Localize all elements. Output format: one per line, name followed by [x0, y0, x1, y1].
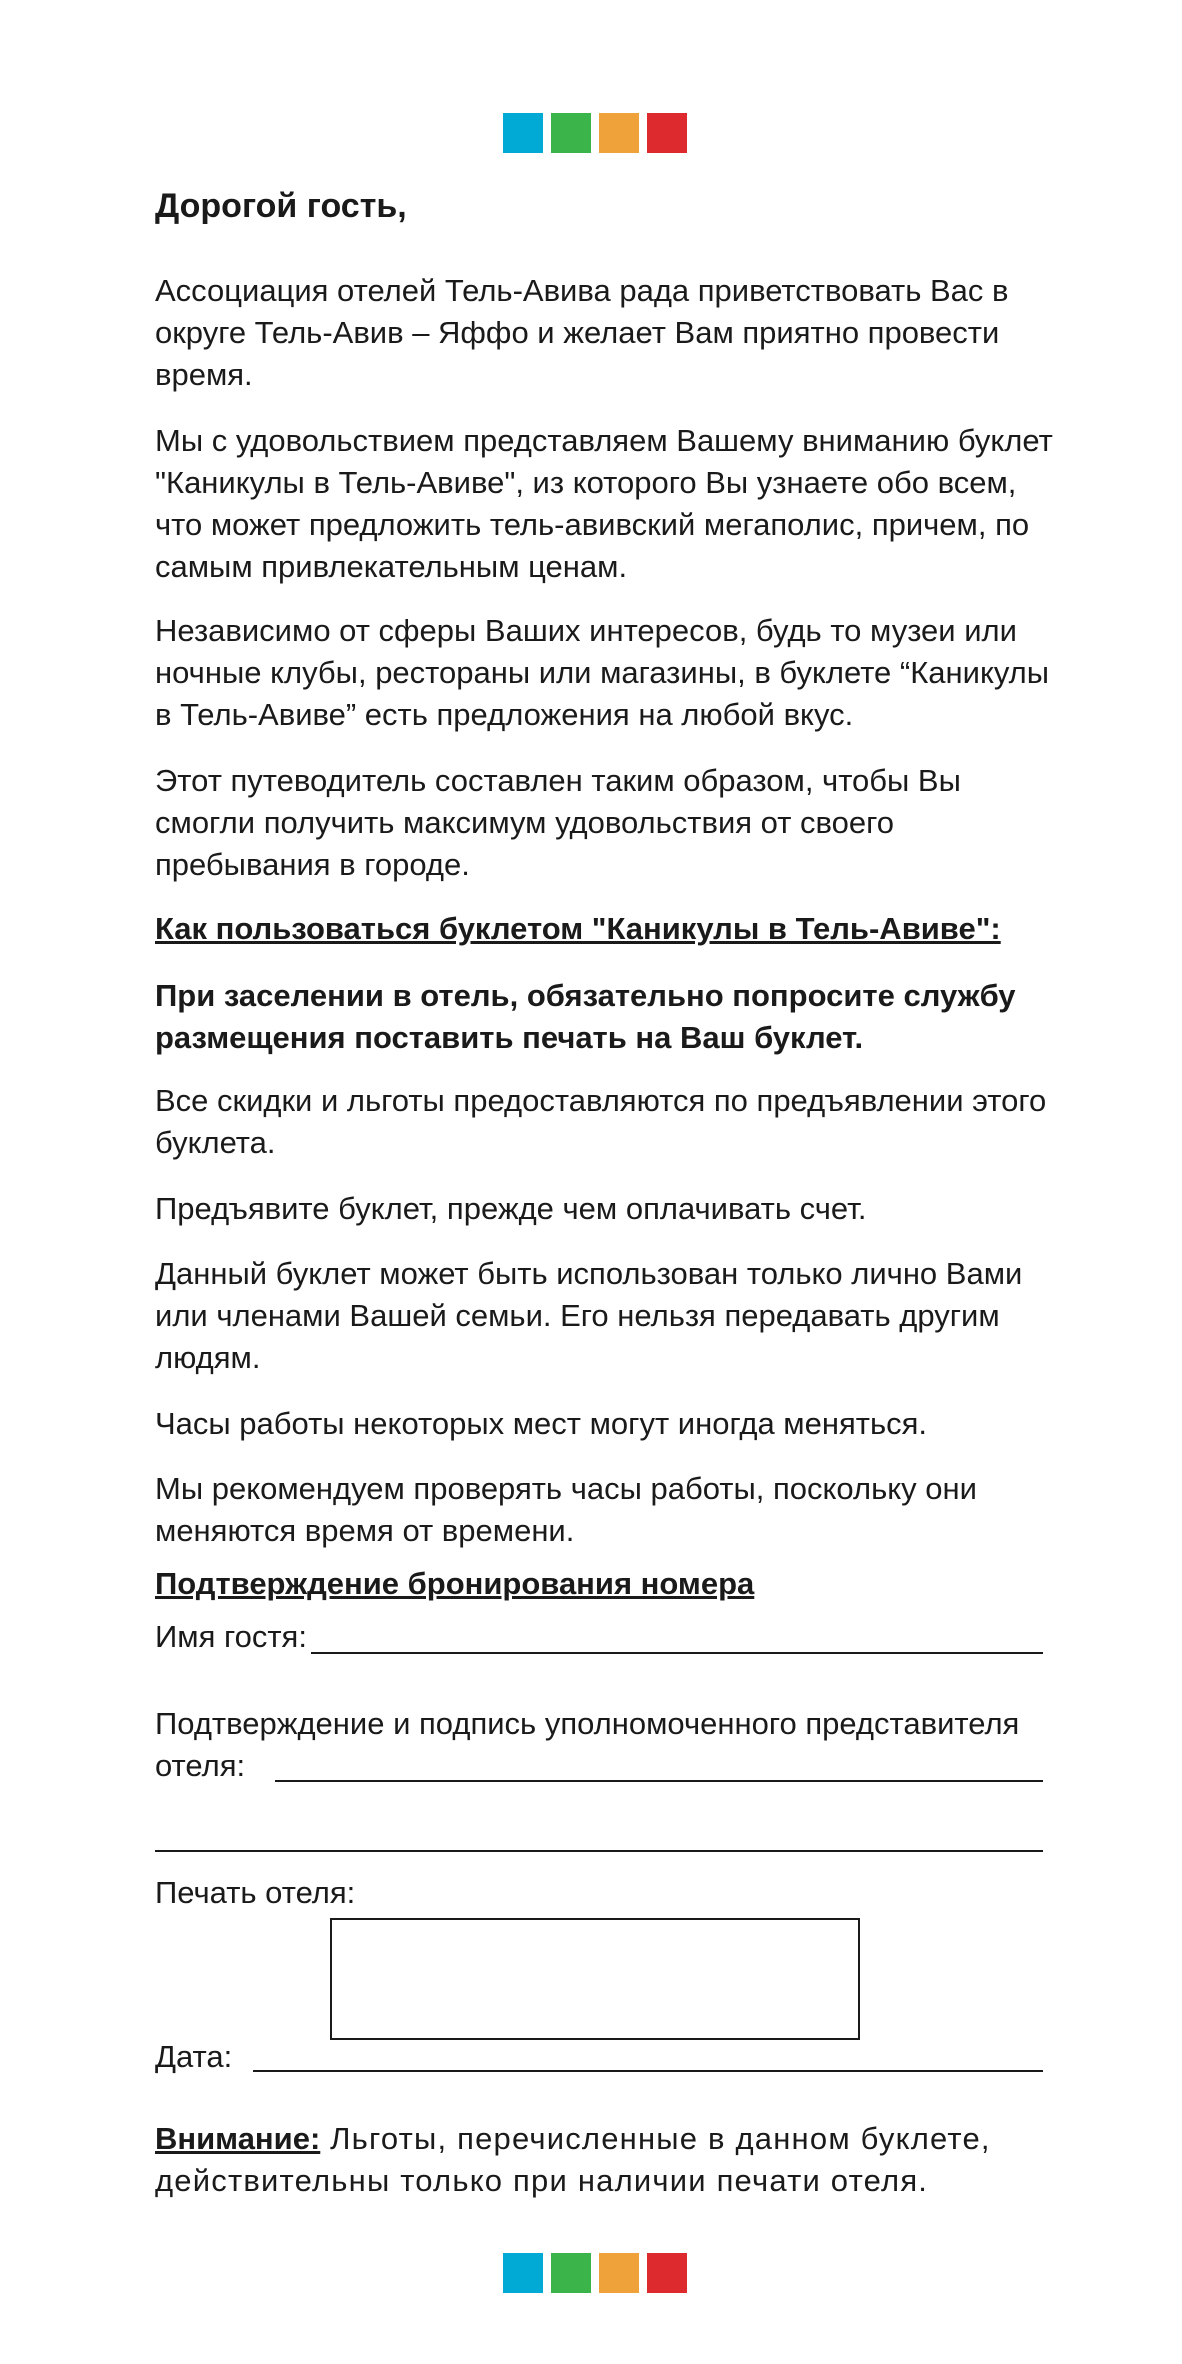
- notice-text: Льготы, перечисленные в данном буклете, действительны только при наличии печати отеля.: [155, 2121, 991, 2198]
- green-square: [551, 2253, 591, 2293]
- blue-square: [503, 113, 543, 153]
- howto-item-4: Часы работы некоторых мест могут иногда меняться.: [155, 1406, 928, 1441]
- howto-item-2: Предъявите буклет, прежде чем оплачивать счет.: [155, 1191, 867, 1226]
- signature-label-line2: отеля:: [155, 1748, 246, 1783]
- notice-label: Внимание:: [155, 2121, 321, 2156]
- greeting: Дорогой гость,: [155, 187, 407, 225]
- signature-label-line1: Подтверждение и подпись уполномоченного представителя: [155, 1706, 1020, 1741]
- notice: [155, 2118, 1055, 2202]
- intro-paragraph-2: Мы с удовольствием представляем Вашему вниманию буклет "Каникулы в Тель-Авиве", из которого Вы узнаете обо всем, что может предложить тель-авивский мегаполис, причем, по самым привлекательным ценам.: [155, 423, 1053, 584]
- howto-item-3: Данный буклет может быть использован только лично Вами или членами Вашей семьи. Его нельзя передавать другим людям.: [155, 1256, 1023, 1375]
- guest-name-label: Имя гостя:: [155, 1619, 307, 1654]
- howto-bold-note: При заселении в отель, обязательно попросите службу размещения поставить печать на Ваш буклет.: [155, 978, 1016, 1055]
- red-square: [647, 2253, 687, 2293]
- stamp-label: Печать отеля:: [155, 1875, 356, 1910]
- confirmation-heading: Подтверждение бронирования номера: [155, 1566, 755, 1601]
- howto-item-1: Все скидки и льготы предоставляются по предъявлении этого буклета.: [155, 1083, 1047, 1160]
- red-square: [647, 113, 687, 153]
- howto-heading: Как пользоваться буклетом "Каникулы в Тель-Авиве":: [155, 911, 1001, 946]
- date-line[interactable]: [253, 2070, 1043, 2072]
- signature-line-2[interactable]: [155, 1850, 1043, 1852]
- signature-line[interactable]: [275, 1780, 1043, 1782]
- stamp-box: [330, 1918, 860, 2040]
- color-squares-bottom: [503, 2253, 689, 2293]
- howto-item-5: Мы рекомендуем проверять часы работы, поскольку они меняются время от времени.: [155, 1471, 977, 1548]
- date-label: Дата:: [155, 2039, 233, 2074]
- orange-square: [599, 2253, 639, 2293]
- intro-paragraph-4: Этот путеводитель составлен таким образом, чтобы Вы смогли получить максимум удовольствия от своего пребывания в городе.: [155, 763, 961, 882]
- orange-square: [599, 113, 639, 153]
- green-square: [551, 113, 591, 153]
- guest-name-line[interactable]: [311, 1652, 1043, 1654]
- intro-paragraph-1: Ассоциация отелей Тель-Авива рада приветствовать Вас в округе Тель-Авив – Яффо и желает Вам приятно провести время.: [155, 273, 1009, 392]
- blue-square: [503, 2253, 543, 2293]
- color-squares-top: [503, 113, 689, 153]
- intro-paragraph-3: Независимо от сферы Ваших интересов, будь то музеи или ночные клубы, рестораны или магазины, в буклете “Каникулы в Тель-Авиве” есть предложения на любой вкус.: [155, 613, 1050, 732]
